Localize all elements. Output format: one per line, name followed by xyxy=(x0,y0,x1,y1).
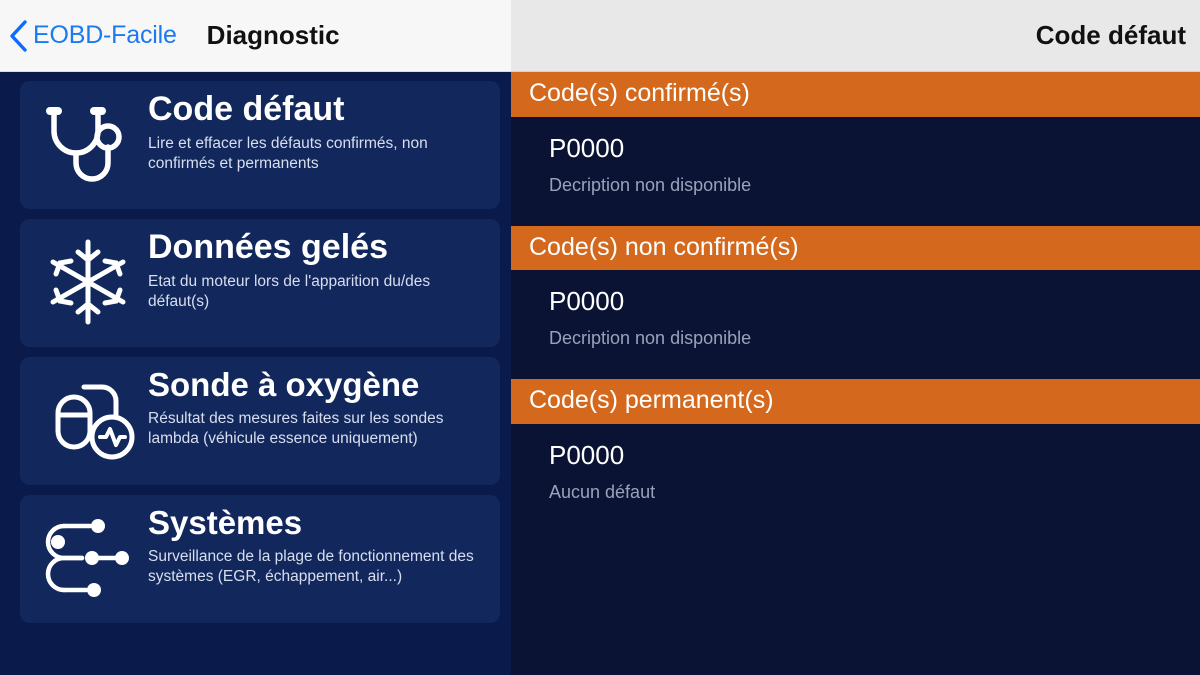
code-description: Decription non disponible xyxy=(549,328,752,348)
top-bar xyxy=(0,0,1200,72)
code-description: Decription non disponible xyxy=(549,174,752,195)
menu-item-subtitle: Résultat des mesures faites sur les sondes lambda (véhicule essence uniquement) xyxy=(148,409,444,448)
menu-item-text xyxy=(148,367,492,450)
menu-item-text xyxy=(148,505,492,588)
systems-network-icon xyxy=(28,512,148,604)
group-spacer xyxy=(511,216,1200,226)
snowflake-icon xyxy=(28,236,148,328)
menu-item-sonde-oxygene[interactable] xyxy=(20,357,500,485)
top-bar-left xyxy=(0,0,511,72)
oxygen-sensor-icon xyxy=(28,375,148,465)
code-group-permanent xyxy=(511,379,1200,523)
menu-item-code-defaut[interactable] xyxy=(20,81,500,209)
code-id[interactable]: P0000 xyxy=(549,132,625,163)
group-spacer xyxy=(511,369,1200,379)
menu-item-title: Données gelés xyxy=(148,228,388,266)
back-button-label[interactable]: EOBD-Facile xyxy=(33,21,177,49)
menu-item-text xyxy=(148,229,492,313)
code-description: Aucun défaut xyxy=(549,481,656,502)
menu-item-subtitle: Surveillance de la plage de fonctionnement des systèmes (EGR, échappement, air...) xyxy=(148,547,474,586)
code-group-header: Code(s) permanent(s) xyxy=(511,379,1200,424)
code-id[interactable]: P0000 xyxy=(549,286,625,316)
menu-item-donnees-geles[interactable] xyxy=(20,219,500,347)
menu-item-systemes[interactable] xyxy=(20,495,500,623)
menu-item-subtitle: Etat du moteur lors de l'apparition du/des défaut(s) xyxy=(148,272,431,311)
code-group-header: Code(s) confirmé(s) xyxy=(511,72,1200,117)
code-group-header: Code(s) non confirmé(s) xyxy=(511,226,1200,271)
menu-item-title: Systèmes xyxy=(148,504,303,541)
code-group-unconfirmed xyxy=(511,226,1200,370)
diagnostic-menu xyxy=(0,72,511,675)
code-group-confirmed xyxy=(511,72,1200,216)
chevron-left-icon[interactable] xyxy=(6,19,32,53)
fault-codes-panel xyxy=(511,72,1200,675)
code-id[interactable]: P0000 xyxy=(549,439,625,470)
code-group-body xyxy=(511,270,1200,369)
code-group-body xyxy=(511,117,1200,216)
menu-item-title: Sonde à oxygène xyxy=(148,366,420,403)
menu-item-subtitle: Lire et effacer les défauts confirmés, non confirmés et permanents xyxy=(148,134,428,173)
body xyxy=(0,72,1200,675)
menu-item-title: Code défaut xyxy=(148,90,345,128)
menu-item-text xyxy=(148,91,492,175)
page-title: Diagnostic xyxy=(206,20,340,50)
top-bar-right xyxy=(511,0,1200,72)
stethoscope-icon xyxy=(28,103,148,185)
code-group-body xyxy=(511,424,1200,523)
panel-title: Code défaut xyxy=(1035,20,1186,50)
